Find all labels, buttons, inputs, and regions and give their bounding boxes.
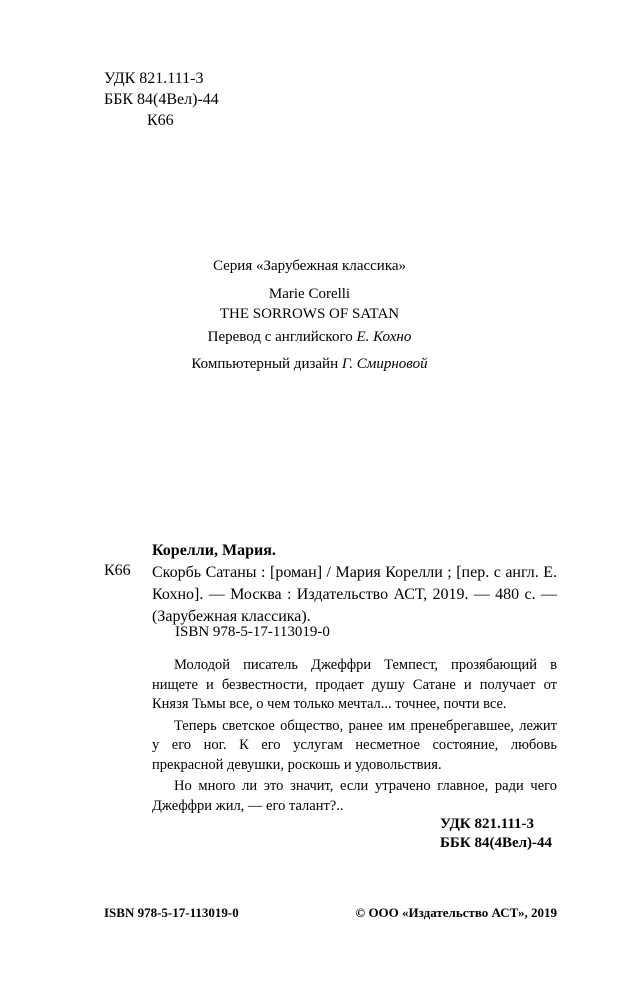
annotation <box>152 656 557 816</box>
original-title: THE SORROWS OF SATAN <box>219 306 400 322</box>
annotation-paragraph: Молодой писатель Джеффри Темпест, прозябающий в нищете и безвестности, продает душу Сатане и получает от Князя Тьмы все, о чем только мечтал... точнее, почти все. <box>152 657 557 712</box>
record-heading: Корелли, Мария. <box>152 542 276 559</box>
design-credit <box>0 356 619 373</box>
bbk-index-bottom: ББК 84(4Вел)-44 <box>440 835 553 851</box>
original-author: Marie Corelli <box>268 286 351 302</box>
udk-index: УДК 821.111-3 <box>104 70 204 87</box>
record-isbn: ISBN 978-5-17-113019-0 <box>175 624 330 640</box>
annotation-paragraph: Теперь светское общество, ранее им пренебрегавшее, лежит у его ног. К его услугам несметное состояние, любовь прекрасной девушки, роскошь и удовольствия. <box>152 717 557 773</box>
original-title-block <box>0 284 619 324</box>
footer-isbn: ISBN 978-5-17-113019-0 <box>104 905 239 920</box>
classification-indices-bottom <box>440 815 552 853</box>
udk-index-bottom: УДК 821.111-3 <box>440 816 535 832</box>
design-label: Компьютерный дизайн <box>191 356 339 372</box>
annotation-paragraph: Но много ли это значит, если утрачено главное, ради чего Джеффри жил, — его талант?.. <box>152 778 557 814</box>
record-description: Скорбь Сатаны : [роман] / Мария Корелли ; [пер. с англ. Е. Кохно]. — Москва : Издательство АСТ, 2019. — 480 с. — (Зарубежная классика). <box>152 564 557 625</box>
translator-name: Е. Кохно <box>356 329 412 345</box>
designer-name: Г. Смирновой <box>341 356 428 372</box>
translation-label: Перевод с английского <box>207 329 353 345</box>
translation-credit <box>0 329 619 346</box>
classification-indices-top <box>104 68 219 131</box>
cutter-index: К66 <box>147 112 174 129</box>
record-cutter: К66 <box>104 562 131 579</box>
bibliographic-record <box>152 540 557 628</box>
bbk-index: ББК 84(4Вел)-44 <box>104 91 219 108</box>
copyright-notice: © ООО «Издательство АСТ», 2019 <box>355 905 557 920</box>
series-line: Серия «Зарубежная классика» <box>212 258 407 274</box>
